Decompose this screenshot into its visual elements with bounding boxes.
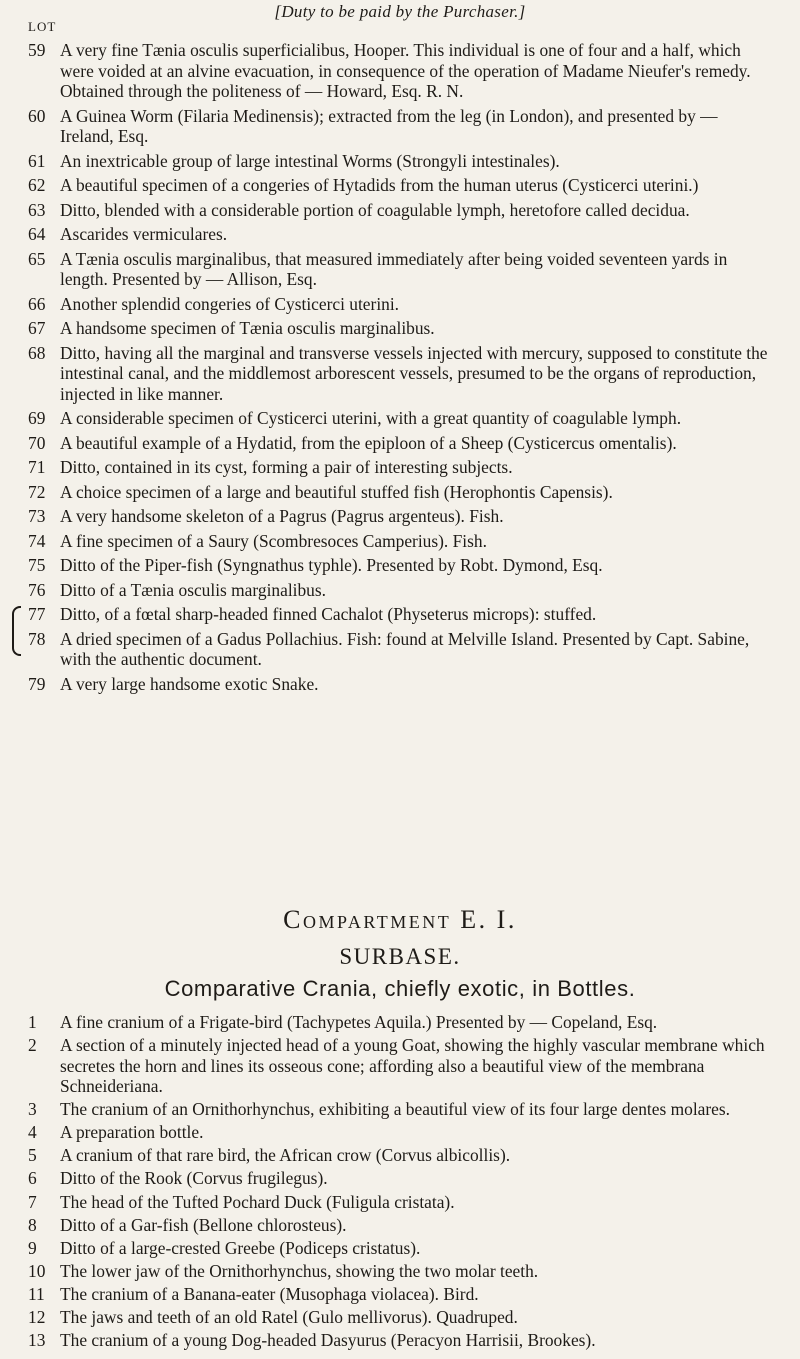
lot-number: 74 [28, 530, 46, 551]
lot-entry [28, 531, 773, 552]
lot-entry [28, 224, 773, 245]
crania-entry [28, 1330, 773, 1351]
lot-entry [28, 433, 773, 454]
item-number: 5 [28, 1145, 37, 1166]
crania-entry [28, 1307, 773, 1328]
lot-number: 67 [28, 318, 46, 338]
crania-list [28, 1012, 773, 1353]
lot-number: 72 [28, 481, 46, 502]
item-number: 4 [28, 1122, 37, 1143]
lot-description: Ascarides vermiculares. [60, 224, 228, 244]
lot-entry [28, 318, 773, 339]
item-description: A fine cranium of a Frigate-bird (Tachypetes Aquila.) Presented by — Copeland, Esq. [60, 1012, 658, 1032]
item-description: A preparation bottle. [60, 1122, 204, 1143]
lot-description: A very large handsome exotic Snake. [60, 673, 319, 694]
crania-entry [28, 1012, 773, 1033]
item-description: The cranium of a young Dog-headed Dasyurus (Peracyon Harrisii, Brookes). [60, 1330, 596, 1351]
lot-number: 66 [28, 293, 46, 314]
crania-entry [28, 1215, 773, 1236]
lot-number: 64 [28, 224, 46, 244]
lot-number: 79 [28, 673, 46, 694]
lot-description: A Guinea Worm (Filaria Medinensis); extracted from the leg (in London), and presented by — Ireland, Esq. [60, 105, 718, 146]
crania-entry [28, 1238, 773, 1259]
lot-number: 75 [28, 555, 46, 575]
item-description: A section of a minutely injected head of a young Goat, showing the highly vascular membrane which secretes the horn and lines its osseous cone; affording also a beautiful view of the membrana Schneideriana. [60, 1035, 765, 1097]
pair-bracket [12, 606, 21, 656]
item-number: 8 [28, 1214, 37, 1235]
item-description: The head of the Tufted Pochard Duck (Fuligula cristata). [60, 1191, 455, 1212]
lot-description: A dried specimen of a Gadus Pollachius. Fish: found at Melville Island. Presented by Capt. Sabine, with the authentic document. [60, 628, 750, 669]
lot-entry [28, 408, 773, 429]
lot-description: Ditto, blended with a considerable portion of coagulable lymph, heretofore called decidua. [60, 199, 690, 220]
lot-entry [28, 175, 773, 196]
lot-entry [28, 294, 773, 315]
lot-description: Ditto, having all the marginal and transverse vessels injected with mercury, supposed to constitute the intestinal canal, and the middlemost arborescent vessels, presumed to be the organs of reproduction, injected in like manner. [60, 342, 768, 404]
item-number: 11 [28, 1283, 45, 1304]
item-number: 10 [28, 1260, 46, 1281]
crania-entry [28, 1284, 773, 1305]
lot-description: A beautiful specimen of a congeries of Hytadids from the human uterus (Cysticerci uterini.) [60, 175, 699, 195]
lot-number: 71 [28, 457, 46, 477]
item-description: A cranium of that rare bird, the African crow (Corvus albicollis). [60, 1145, 511, 1166]
lot-number: 60 [28, 105, 46, 126]
lot-number: 69 [28, 408, 46, 428]
lot-entry [28, 106, 773, 147]
lot-number: 76 [28, 579, 46, 600]
item-description: Ditto of the Rook (Corvus frugilegus). [60, 1168, 328, 1189]
item-number: 12 [28, 1307, 46, 1328]
lot-description: A Tænia osculis marginalibus, that measured immediately after being voided seventeen yards in length. Presented by — Allison, Esq. [60, 248, 728, 289]
lot-entry [28, 249, 773, 290]
lot-number: 62 [28, 175, 46, 195]
crania-entry [28, 1192, 773, 1213]
item-number: 13 [28, 1330, 46, 1351]
item-description: Ditto of a large-crested Greebe (Podiceps cristatus). [60, 1237, 421, 1258]
item-description: The lower jaw of the Ornithorhynchus, showing the two molar teeth. [60, 1260, 539, 1281]
lot-number: 68 [28, 342, 46, 363]
lot-description: Ditto, contained in its cyst, forming a pair of interesting subjects. [60, 457, 513, 477]
lot-description: A fine specimen of a Saury (Scombresoces Camperius). Fish. [60, 530, 487, 551]
lot-entry [28, 200, 773, 221]
lot-entry [28, 555, 773, 576]
crania-entry [28, 1145, 773, 1166]
crania-entry [28, 1261, 773, 1282]
crania-entry [28, 1099, 773, 1120]
lot-number: 59 [28, 40, 46, 60]
section-subheading: Comparative Crania, chiefly exotic, in Bottles. [164, 976, 636, 1001]
surbase-heading: SURBASE. [339, 944, 461, 969]
lot-description: A handsome specimen of Tænia osculis marginalibus. [60, 318, 435, 338]
lot-entry [28, 343, 773, 405]
lot-entry [28, 629, 773, 670]
lot-description: A beautiful example of a Hydatid, from the epiploon of a Sheep (Cysticercus omentalis). [60, 432, 677, 453]
item-number: 7 [28, 1191, 37, 1212]
lot-entry [28, 604, 773, 625]
lot-entry [28, 40, 773, 102]
crania-entry [28, 1035, 773, 1097]
lot-description: A considerable specimen of Cysticerci uterini, with a great quantity of coagulable lymph. [60, 408, 682, 428]
lot-description: An inextricable group of large intestinal Worms (Strongyli intestinales). [60, 150, 560, 171]
lot-entry [28, 457, 773, 478]
item-number: 6 [28, 1168, 37, 1189]
lot-number: 77 [28, 604, 46, 624]
item-description: Ditto of a Gar-fish (Bellone chlorosteus). [60, 1214, 347, 1235]
lot-number: 61 [28, 150, 46, 171]
lot-description: A choice specimen of a large and beautiful stuffed fish (Herophontis Capensis). [60, 481, 613, 502]
lot-number: 70 [28, 432, 46, 453]
item-description: The cranium of a Banana-eater (Musophaga violacea). Bird. [60, 1283, 479, 1304]
crania-entry [28, 1122, 773, 1143]
lot-description: Ditto of a Tænia osculis marginalibus. [60, 579, 326, 600]
lot-entry [28, 580, 773, 601]
running-head: [Duty to be paid by the Purchaser.] [274, 2, 526, 21]
lot-number: 78 [28, 628, 46, 649]
lot-description: Ditto, of a fœtal sharp-headed finned Cachalot (Physeterus microps): stuffed. [60, 604, 597, 624]
crania-entry [28, 1168, 773, 1189]
lot-description: A very fine Tænia osculis superficialibus, Hooper. This individual is one of four and a half, which were voided at an alvine evacuation, in consequence of the operation of Madame Nieufer's remedy. Obtained through the politeness of — Howard, Esq. R. N. [60, 40, 751, 101]
lot-description: Ditto of the Piper-fish (Syngnathus typhle). Presented by Robt. Dymond, Esq. [60, 555, 603, 575]
lot-number: 65 [28, 248, 46, 269]
lot-entry [28, 482, 773, 503]
lot-entry [28, 674, 773, 695]
lot-entry [28, 506, 773, 527]
item-number: 1 [28, 1012, 37, 1032]
lot-description: A very handsome skeleton of a Pagrus (Pagrus argenteus). Fish. [60, 506, 504, 526]
item-description: The jaws and teeth of an old Ratel (Gulo mellivorus). Quadruped. [60, 1307, 518, 1328]
item-number: 9 [28, 1237, 37, 1258]
item-number: 2 [28, 1035, 37, 1056]
item-number: 3 [28, 1099, 37, 1120]
lot-entry [28, 151, 773, 172]
lot-column-label: LOT [28, 19, 57, 34]
lot-list [28, 40, 773, 698]
lot-description: Another splendid congeries of Cysticerci uterini. [60, 293, 400, 314]
lot-number: 73 [28, 506, 46, 526]
compartment-heading: Compartment E. I. [283, 905, 517, 934]
lot-number: 63 [28, 199, 46, 220]
item-description: The cranium of an Ornithorhynchus, exhibiting a beautiful view of its four large dentes molares. [60, 1099, 730, 1120]
